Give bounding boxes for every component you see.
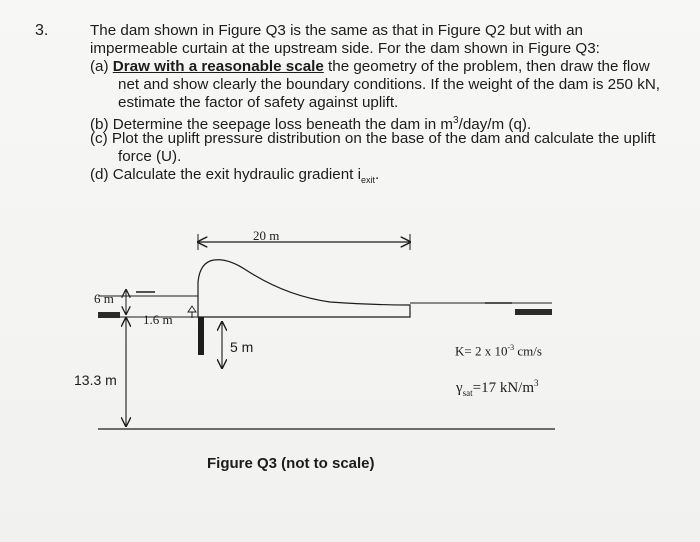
part-b-text: (b) Determine the seepage loss beneath the dam in m xyxy=(90,116,454,134)
intro-line-1: The dam shown in Figure Q3 is the same as that in Figure Q2 but with an xyxy=(90,22,583,39)
part-d-tail: . xyxy=(375,166,380,183)
part-a-label: (a) xyxy=(90,58,113,75)
intro-line-2: impermeable curtain at the upstream side. For the dam shown in Figure Q3: xyxy=(90,40,600,57)
part-a-rest: the geometry of the problem, then draw the flow xyxy=(323,58,650,75)
part-a-line-2: net and show clearly the boundary conditions. If the weight of the dam is 250 kN, xyxy=(118,76,661,93)
curtain-length-label: 5 m xyxy=(230,339,254,355)
upstream-ground-hatch xyxy=(98,312,120,318)
unit-weight-label xyxy=(456,378,539,398)
dam-body xyxy=(198,260,410,317)
figure-caption: Figure Q3 (not to scale) xyxy=(207,455,375,472)
gamma-symbol: γ xyxy=(456,380,463,396)
part-a-line-3: estimate the factor of safety against uplift. xyxy=(118,94,399,111)
downstream-ground-hatch xyxy=(515,309,552,315)
gamma-subscript: sat xyxy=(462,388,473,398)
part-d-text: (d) Calculate the exit hydraulic gradient i xyxy=(90,166,361,183)
upstream-head-label: 6 m xyxy=(94,291,114,306)
part-c-line-1: (c) Plot the uplift pressure distribution on the base of the dam and calculate the uplift xyxy=(90,130,656,147)
permeability-label xyxy=(455,343,542,359)
question-number: 3. xyxy=(35,22,49,39)
part-b-superscript: 3 xyxy=(453,115,459,126)
part-a-emphasis: Draw with a reasonable scale xyxy=(112,58,324,75)
permeability-unit: cm/s xyxy=(514,343,542,359)
unit-weight-exponent: 3 xyxy=(534,378,539,388)
part-b-tail: /day/m (q). xyxy=(458,116,532,134)
part-c-line-2: force (U). xyxy=(118,148,182,165)
permeability-text: K= 2 x 10 xyxy=(455,343,508,359)
part-d-subscript: exit xyxy=(360,175,375,186)
impermeable-curtain xyxy=(198,317,204,355)
layer-depth-label: 13.3 m xyxy=(74,372,117,388)
permeability-exponent: -3 xyxy=(507,343,515,352)
dam-length-label: 20 m xyxy=(253,228,280,243)
curtain-offset-symbol xyxy=(188,306,196,312)
unit-weight-value: =17 kN/m xyxy=(472,380,535,396)
curtain-offset-label: 1.6 m xyxy=(143,312,173,327)
